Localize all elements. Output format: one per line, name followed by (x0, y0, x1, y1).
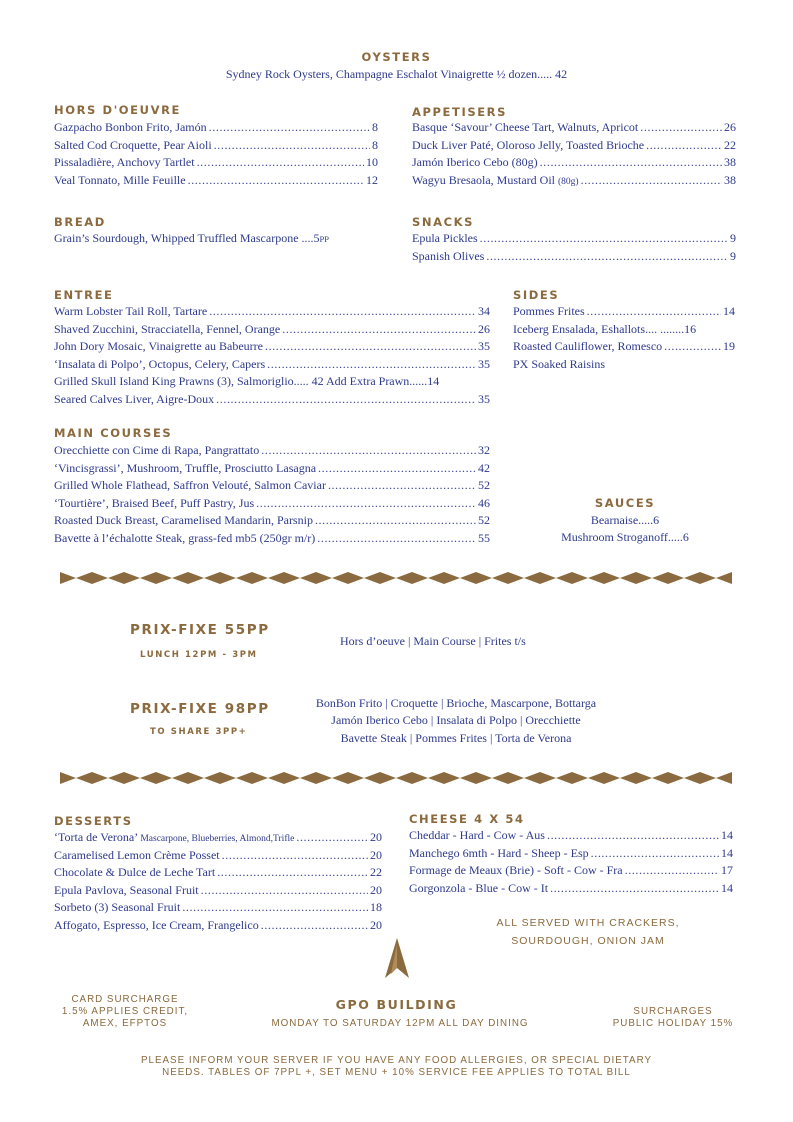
dot-leader (581, 173, 722, 188)
menu-item-name: Wagyu Bresaola, Mustard Oil (80g) (412, 172, 579, 187)
oysters-line: Sydney Rock Oysters, Champagne Eschalot Vinaigrette ½ dozen..... 42 (225, 67, 568, 81)
divider-triangle (76, 572, 92, 584)
card-surcharge: AMEX, EFPTOS (82, 1018, 168, 1029)
divider-triangle (444, 772, 460, 784)
prix98-line: Jamón Iberico Cebo | Insalata di Polpo | Orecchiette (331, 713, 581, 727)
prix55-title: PRIX-FIXE 55PP (130, 622, 270, 638)
divider-triangle (572, 772, 588, 784)
menu-item (54, 513, 490, 530)
divider-triangle (444, 572, 460, 584)
menu-item-name: Sorbeto (3) Seasonal Fruit (54, 900, 181, 914)
divider-triangle (524, 572, 540, 584)
menu-item (54, 496, 490, 513)
dot-leader (209, 304, 476, 319)
divider-triangle (540, 572, 556, 584)
menu-item-name: Roasted Duck Breast, Caramelised Mandarin, Parsnip (54, 513, 313, 527)
dot-leader (261, 918, 368, 933)
divider-triangle (108, 772, 124, 784)
prix55-sub: LUNCH 12PM - 3PM (140, 650, 258, 660)
divider-triangle (348, 772, 364, 784)
menu-item (54, 865, 382, 882)
divider-triangle (652, 772, 668, 784)
dot-leader (591, 846, 719, 861)
menu-item-name: Grilled Skull Island King Prawns (3), Salmoriglio..... 42 Add Extra Prawn......14 (54, 374, 440, 388)
divider-triangle (220, 772, 236, 784)
menu-item (54, 304, 490, 321)
divider-triangle (396, 572, 412, 584)
menu-item-price: 14 (721, 880, 733, 895)
dot-leader (480, 231, 728, 246)
divider-triangle (428, 772, 444, 784)
prix55-line: Hors d’oeuve | Main Course | Frites t/s (340, 634, 526, 648)
dot-leader (315, 513, 476, 528)
divider-triangle (556, 572, 572, 584)
dot-leader (486, 249, 728, 264)
divider-triangle (700, 772, 716, 784)
menu-item (412, 155, 736, 172)
divider-triangle (316, 772, 332, 784)
dot-leader (182, 900, 368, 915)
menu-item-price: 32 (478, 443, 490, 457)
divider-triangle (332, 572, 348, 584)
menu-item-price: 26 (724, 120, 736, 134)
dot-leader (214, 138, 370, 153)
menu-item-name: Seared Calves Liver, Aigre-Doux (54, 391, 215, 406)
divider-triangle (700, 572, 716, 584)
divider-triangle (124, 772, 140, 784)
divider-triangle (524, 772, 540, 784)
oysters-heading: OYSTERS (361, 50, 432, 64)
card-surcharge: CARD SURCHARGE (71, 994, 179, 1005)
menu-item-price: 26 (478, 321, 490, 336)
dot-leader (265, 339, 476, 354)
bread-item-name: Grain’s Sourdough, Whipped Truffled Mascarpone ....5 (54, 231, 320, 245)
menu-item-price: 35 (478, 356, 490, 371)
allergy-notice: PLEASE INFORM YOUR SERVER IF YOU HAVE ANY FOOD ALLERGIES, OR SPECIAL DIETARY (141, 1055, 652, 1066)
divider-triangle (300, 572, 316, 584)
menu-item-price: 35 (478, 339, 490, 353)
dot-leader (587, 304, 721, 319)
menu-item-name: Grilled Whole Flathead, Saffron Velouté, Salmon Caviar (54, 478, 326, 492)
menu-item-price: 20 (370, 917, 382, 932)
dot-leader (197, 155, 364, 170)
divider-triangle (236, 572, 252, 584)
menu-item (54, 918, 382, 935)
menu-item-price: 22 (724, 137, 736, 152)
menu-item-price: 55 (478, 530, 490, 545)
menu-item (54, 478, 490, 495)
venue-name: GPO BUILDING (335, 997, 458, 1012)
menu-item (54, 830, 382, 847)
dot-leader (217, 865, 368, 880)
divider-triangle (508, 572, 524, 584)
sides-heading: SIDES (513, 288, 560, 302)
menu-item (54, 531, 490, 548)
divider-triangle (428, 572, 444, 584)
divider-triangle (652, 572, 668, 584)
divider-triangle (412, 572, 428, 584)
divider-triangle (572, 572, 588, 584)
dot-leader (540, 155, 722, 170)
menu-item-name: Chocolate & Dulce de Leche Tart (54, 865, 216, 879)
dot-leader (222, 848, 368, 863)
divider-triangle (636, 772, 652, 784)
menu-item (54, 900, 382, 917)
divider-triangle (236, 772, 252, 784)
menu-item-name: Pissaladière, Anchovy Tartlet (54, 155, 195, 169)
menu-item-name: Affogato, Espresso, Ice Cream, Frangelico (54, 917, 259, 932)
menu-item-price: 52 (478, 513, 490, 527)
prix98-line: BonBon Frito | Croquette | Brioche, Mascarpone, Bottarga (315, 696, 597, 710)
dot-leader (216, 392, 476, 407)
divider-triangle (348, 572, 364, 584)
menu-item-price: 12 (366, 172, 378, 187)
menu-item (409, 881, 733, 898)
divider-triangle (204, 772, 220, 784)
menu-item-name: Epula Pavlova, Seasonal Fruit (54, 882, 199, 897)
sauce-item: Mushroom Stroganoff.....6 (561, 530, 689, 544)
divider-triangle (316, 572, 332, 584)
divider-triangle (268, 572, 284, 584)
divider-triangle (108, 572, 124, 584)
menu-item-price: 8 (372, 120, 378, 134)
divider-triangle (252, 572, 268, 584)
menu-item-name: John Dory Mosaic, Vinaigrette au Babeurre (54, 339, 263, 353)
divider-triangle (476, 572, 492, 584)
menu-item-price: 38 (724, 155, 736, 169)
menu-item-price: 46 (478, 495, 490, 510)
divider-triangle (668, 572, 684, 584)
menu-item-name: Duck Liver Paté, Oloroso Jelly, Toasted Brioche (412, 137, 645, 152)
dot-leader (296, 830, 368, 845)
divider-triangle (92, 572, 108, 584)
menu-item-name: ‘Torta de Verona’ Mascarpone, Blueberries, Almond,Trifle (54, 830, 295, 844)
menu-item (54, 339, 490, 356)
menu-item-price: 9 (730, 231, 736, 245)
menu-item-price: 35 (478, 391, 490, 406)
divider-triangle (268, 772, 284, 784)
divider-triangle (124, 572, 140, 584)
cheese-note: SOURDOUGH, ONION JAM (511, 935, 665, 947)
divider-triangle (60, 772, 76, 784)
menu-item-name: Pommes Frites (513, 304, 585, 318)
menu-item-price: 18 (370, 900, 382, 914)
menu-item (513, 322, 735, 339)
divider-triangle (172, 772, 188, 784)
divider-triangle (684, 572, 700, 584)
menu-item-price: 52 (478, 478, 490, 492)
cheese-heading: CHEESE 4 X 54 (409, 812, 525, 826)
menu-item (54, 443, 490, 460)
divider-triangle (684, 772, 700, 784)
divider-triangle (60, 572, 76, 584)
dot-leader (646, 138, 722, 153)
desserts-heading: DESSERTS (54, 814, 133, 828)
divider-triangle (412, 772, 428, 784)
arrowhead-logo-icon (385, 938, 409, 978)
allergy-notice: NEEDS. TABLES OF 7PPL +, SET MENU + 10% SERVICE FEE APPLIES TO TOTAL BILL (162, 1067, 631, 1078)
prix98-sub: TO SHARE 3PP+ (150, 727, 248, 737)
divider-triangle (716, 572, 732, 584)
menu-item (513, 304, 735, 321)
sauce-item: Bearnaise.....6 (590, 513, 660, 527)
menu-item (412, 173, 736, 190)
menu-item-name: Manchego 6mth - Hard - Sheep - Esp (409, 845, 589, 860)
triangle-divider-icon (60, 572, 732, 584)
menu-item (54, 120, 378, 137)
divider-triangle (508, 772, 524, 784)
menu-item (54, 155, 378, 172)
dot-leader (209, 120, 370, 135)
divider-triangle (284, 772, 300, 784)
menu-item (54, 374, 490, 391)
menu-item (54, 392, 490, 409)
divider-triangle (588, 772, 604, 784)
divider-triangle (300, 772, 316, 784)
dot-leader (188, 173, 364, 188)
divider-triangle (588, 572, 604, 584)
dot-leader (550, 881, 719, 896)
triangle-divider-icon (60, 772, 732, 784)
dot-leader (664, 339, 721, 354)
dot-leader (328, 478, 476, 493)
cheese-note: ALL SERVED WITH CRACKERS, (496, 917, 680, 929)
menu-item-price: 22 (370, 865, 382, 879)
divider-triangle (92, 772, 108, 784)
menu-item-price: 42 (478, 460, 490, 475)
divider-triangle (364, 772, 380, 784)
sauces-heading: SAUCES (594, 496, 656, 510)
menu-item (513, 357, 735, 374)
menu-item-price: 14 (721, 845, 733, 860)
bread-item (54, 231, 329, 246)
divider-triangle (332, 772, 348, 784)
menu-item-name: Roasted Cauliflower, Romesco (513, 339, 663, 353)
menu-item-price: 9 (730, 248, 736, 263)
card-surcharge: 1.5% APPLIES CREDIT, (61, 1006, 189, 1017)
divider-triangle (252, 772, 268, 784)
dot-leader (201, 883, 368, 898)
menu-item-price: 10 (366, 155, 378, 169)
dot-leader (640, 120, 722, 135)
menu-item-name: Formage de Meaux (Brie) - Soft - Cow - Fra (409, 863, 623, 877)
menu-item-price: 8 (372, 137, 378, 152)
divider-triangle (188, 572, 204, 584)
menu-item-name: ‘Tourtière’, Braised Beef, Puff Pastry, Jus (54, 495, 255, 510)
dot-leader (256, 496, 476, 511)
divider-triangle (620, 572, 636, 584)
divider-triangle (156, 572, 172, 584)
snacks-heading: SNACKS (412, 215, 475, 229)
dot-leader (282, 322, 476, 337)
entree-heading: ENTREE (54, 288, 114, 302)
bread-item-unit: PP (319, 234, 329, 244)
divider-triangle (492, 772, 508, 784)
dot-leader (547, 828, 719, 843)
divider-triangle (188, 772, 204, 784)
divider-triangle (364, 572, 380, 584)
menu-item (54, 357, 490, 374)
menu-item (54, 322, 490, 339)
divider-triangle (380, 572, 396, 584)
divider-triangle (620, 772, 636, 784)
menu-item-name: Shaved Zucchini, Stracciatella, Fennel, Orange (54, 321, 281, 336)
menu-item (54, 138, 378, 155)
divider-triangle (716, 772, 732, 784)
divider-triangle (140, 772, 156, 784)
menu-item-name: Basque ‘Savour’ Cheese Tart, Walnuts, Apricot (412, 120, 639, 134)
divider-triangle (460, 772, 476, 784)
menu-item-name: Spanish Olives (412, 248, 485, 263)
menu-item (412, 138, 736, 155)
menu-item-name: Caramelised Lemon Crème Posset (54, 847, 220, 862)
divider-triangle (604, 772, 620, 784)
public-holiday-surcharge: PUBLIC HOLIDAY 15% (612, 1018, 734, 1029)
divider-triangle (540, 772, 556, 784)
divider-triangle (284, 572, 300, 584)
menu-item-price: 19 (723, 339, 735, 353)
prix98-line: Bavette Steak | Pommes Frites | Torta de Verona (340, 731, 572, 745)
menu-item-name: Salted Cod Croquette, Pear Aioli (54, 137, 212, 152)
divider-triangle (156, 772, 172, 784)
menu-item-price: 20 (370, 882, 382, 897)
bread-heading: BREAD (54, 215, 106, 229)
menu-item-price: 14 (721, 828, 733, 842)
menu-item-name: Orecchiette con Cime di Rapa, Pangrattato (54, 443, 260, 457)
menu-item (54, 883, 382, 900)
dot-leader (625, 863, 719, 878)
divider-triangle (556, 772, 572, 784)
divider-triangle (604, 572, 620, 584)
menu-item (409, 846, 733, 863)
menu-item-name: Gorgonzola - Blue - Cow - It (409, 880, 549, 895)
menu-item-name: Cheddar - Hard - Cow - Aus (409, 828, 545, 842)
dot-leader (317, 531, 476, 546)
dot-leader (318, 461, 476, 476)
divider-triangle (476, 772, 492, 784)
divider-triangle (204, 572, 220, 584)
menu-item-name: Veal Tonnato, Mille Feuille (54, 172, 186, 187)
menu-item-price: 38 (724, 172, 736, 187)
prix98-title: PRIX-FIXE 98PP (130, 701, 270, 717)
menu-item (412, 231, 736, 248)
menu-item-price: 34 (478, 304, 490, 318)
hors-heading: HORS D'OEUVRE (54, 103, 181, 117)
appetisers-heading: APPETISERS (412, 105, 508, 119)
dot-leader (261, 443, 476, 458)
menu-item-name: PX Soaked Raisins (513, 356, 606, 371)
menu-item (54, 461, 490, 478)
menu-item-price: 17 (721, 863, 733, 877)
menu-item (54, 848, 382, 865)
menu-item-name: Bavette à l’échalotte Steak, grass-fed mb5 (250gr m/r) (54, 530, 316, 545)
divider-triangle (76, 772, 92, 784)
divider-triangle (460, 572, 476, 584)
menu-item-name: Warm Lobster Tail Roll, Tartare (54, 304, 208, 318)
public-holiday-surcharge: SURCHARGES (633, 1006, 713, 1017)
menu-item-name: Iceberg Ensalada, Eshallots.... ........16 (513, 321, 697, 336)
menu-item (409, 828, 733, 845)
divider-triangle (396, 772, 412, 784)
menu-item-price: 20 (370, 847, 382, 862)
menu-item (513, 339, 735, 356)
menu-item-price: 14 (723, 304, 735, 318)
menu-item (412, 249, 736, 266)
menu-item (409, 863, 733, 880)
divider-triangle (220, 572, 236, 584)
menu-item (54, 173, 378, 190)
divider-triangle (172, 572, 188, 584)
menu-item-name: ‘Insalata di Polpo’, Octopus, Celery, Capers (54, 356, 266, 371)
menu-item (412, 120, 736, 137)
menu-item-name: ‘Vincisgrassi’, Mushroom, Truffle, Prosciutto Lasagna (54, 460, 317, 475)
mains-heading: MAIN COURSES (54, 426, 173, 440)
divider-triangle (380, 772, 396, 784)
divider-triangle (636, 572, 652, 584)
divider-triangle (140, 572, 156, 584)
dot-leader (267, 357, 476, 372)
opening-hours: MONDAY TO SATURDAY 12PM ALL DAY DINING (271, 1018, 529, 1029)
divider-triangle (668, 772, 684, 784)
menu-item-name: Jamón Iberico Cebo (80g) (412, 155, 538, 169)
divider-triangle (492, 572, 508, 584)
menu-item-name: Gazpacho Bonbon Frito, Jamón (54, 120, 207, 134)
menu-item-price: 20 (370, 830, 382, 844)
menu-item-name: Epula Pickles (412, 231, 478, 245)
